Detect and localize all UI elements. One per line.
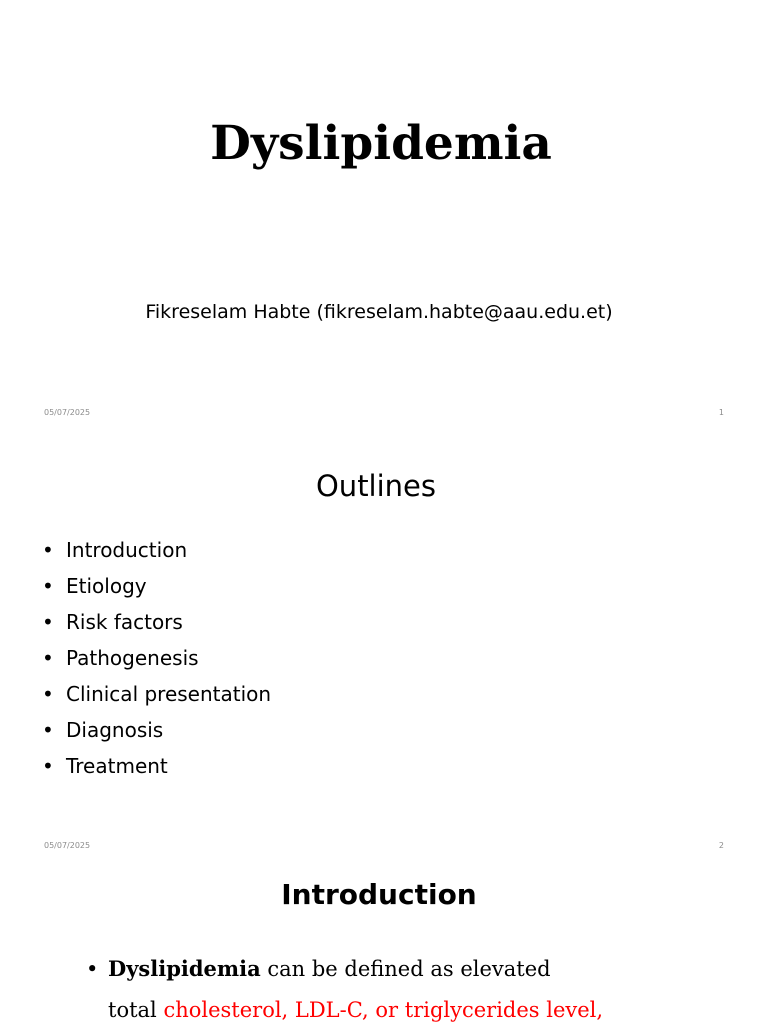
outlines-slide <box>0 433 768 865</box>
slide-date: 05/07/2025 <box>44 841 91 850</box>
slide-number: 1 <box>718 408 724 417</box>
bullet-icon: • <box>42 682 54 706</box>
intro-paragraph <box>86 948 706 1031</box>
list-item: • Pathogenesis <box>42 646 199 670</box>
list-item: • Clinical presentation <box>42 682 272 706</box>
list-item: • Treatment <box>42 754 168 778</box>
bullet-icon: • <box>86 957 99 981</box>
bullet-icon: • <box>42 574 54 598</box>
list-item: • Etiology <box>42 574 147 598</box>
list-item: • Risk factors <box>42 610 183 634</box>
slide-number: 2 <box>718 841 724 850</box>
slide-title: Introduction <box>281 878 477 911</box>
author-line: Fikreselam Habte (fikreselam.habte@aau.edu.et) <box>145 301 613 323</box>
slide-title: Dyslipidemia <box>210 116 552 171</box>
introduction-slide <box>0 866 768 1024</box>
list-item: • Diagnosis <box>42 718 164 742</box>
intro-text-1: can be defined as elevated <box>260 957 551 981</box>
slide-date: 05/07/2025 <box>44 408 91 417</box>
bullet-icon: • <box>42 538 54 562</box>
slide-title: Outlines <box>315 469 437 503</box>
bullet-icon: • <box>42 646 54 670</box>
list-item: • Introduction <box>42 538 188 562</box>
bullet-icon: • <box>42 718 54 742</box>
title-slide <box>0 0 768 432</box>
bullet-icon: • <box>42 610 54 634</box>
bullet-icon: • <box>42 754 54 778</box>
intro-text-2: total <box>108 998 164 1022</box>
term-dyslipidemia: Dyslipidemia <box>108 956 261 981</box>
intro-text-emphasis: cholesterol, LDL-C, or triglycerides level, <box>163 998 604 1022</box>
outline-list <box>42 537 271 789</box>
